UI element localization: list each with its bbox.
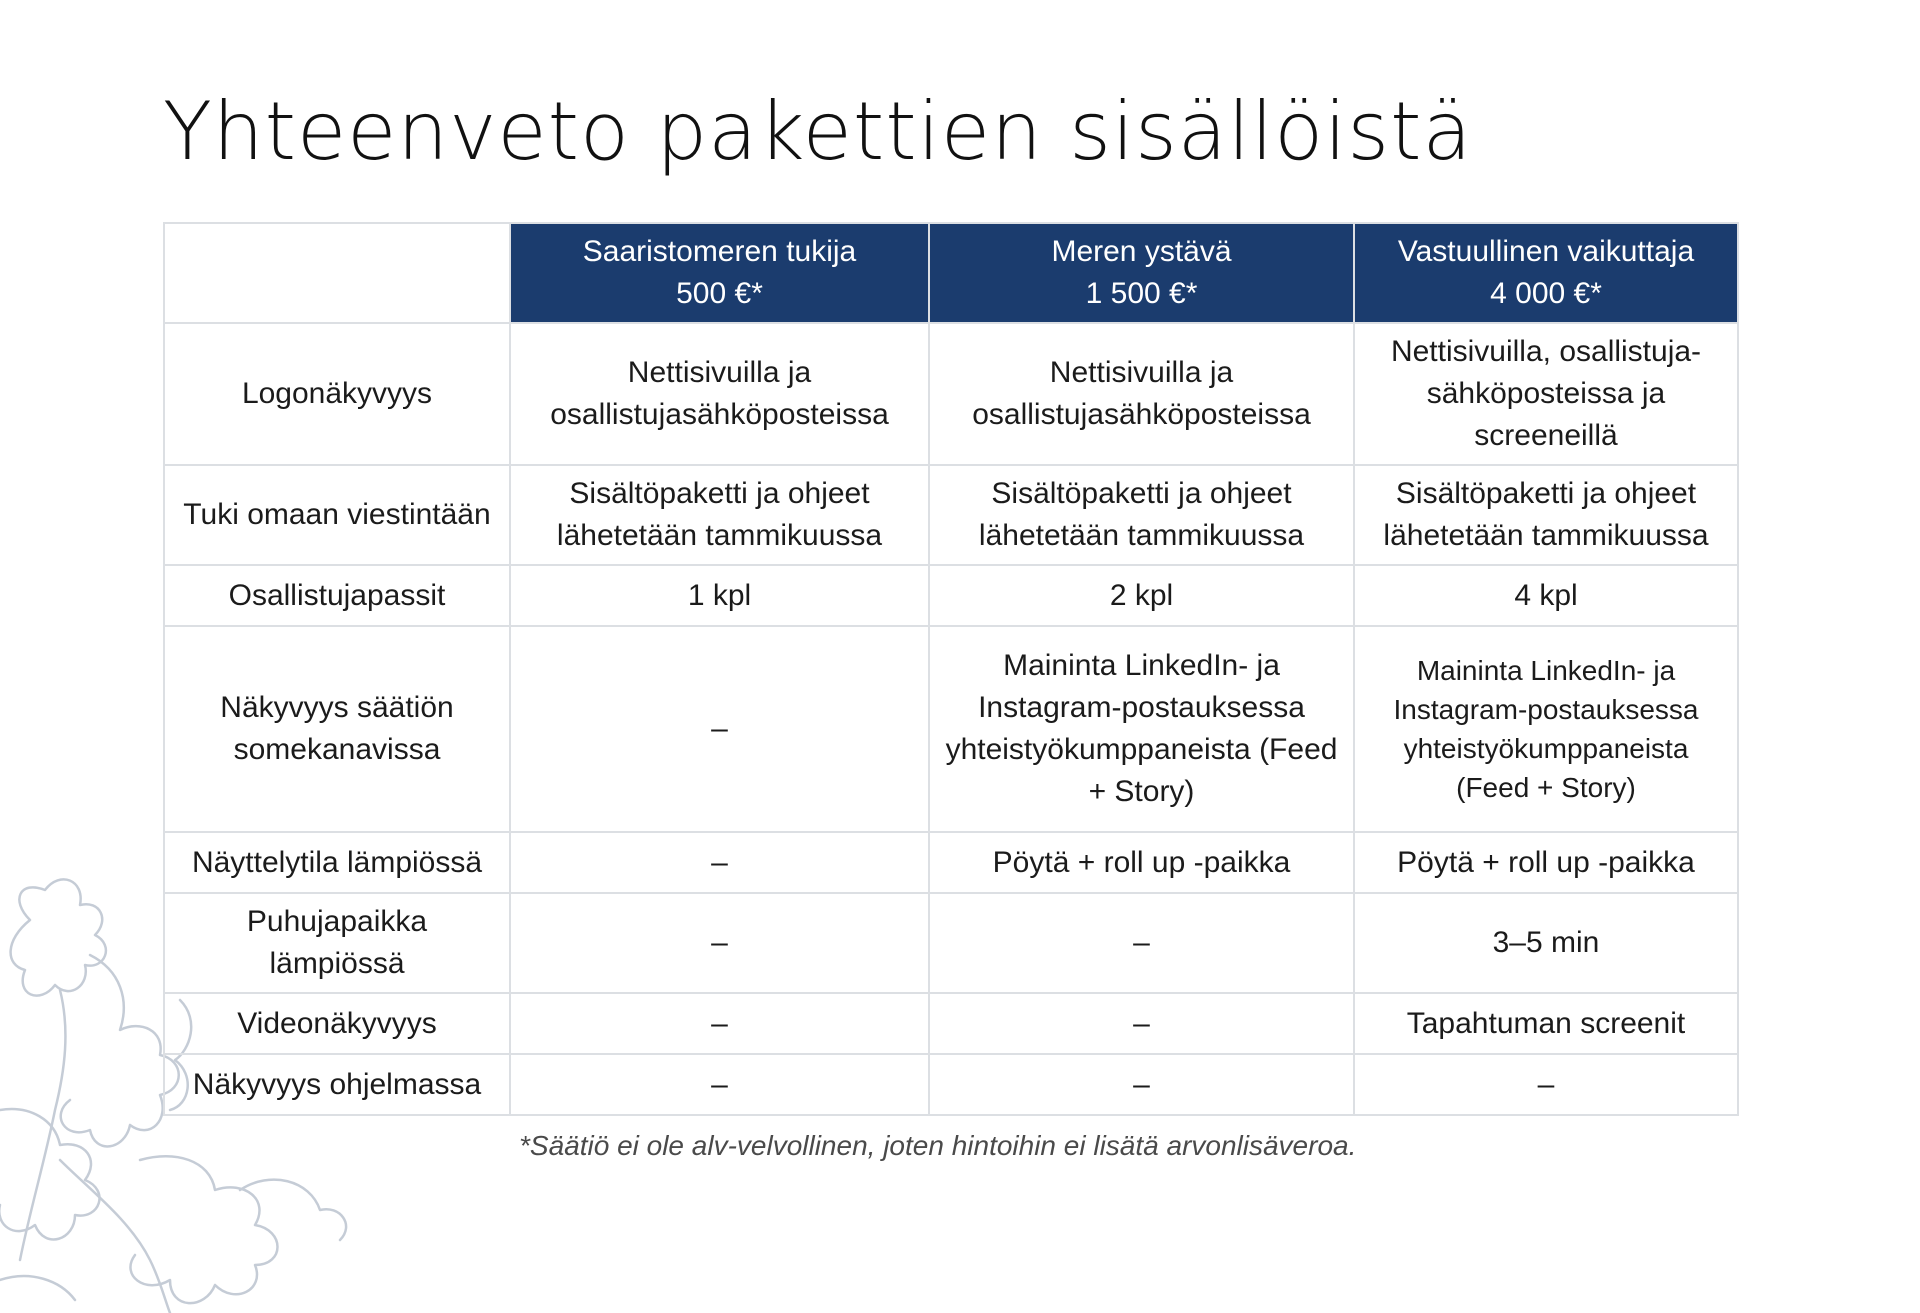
table-cell: – <box>510 1054 929 1115</box>
row-label: Logonäkyvyys <box>164 323 510 465</box>
row-label: Videonäkyvyys <box>164 993 510 1054</box>
table-row <box>164 993 1738 1054</box>
package-comparison-table <box>163 222 1739 1116</box>
package-header-3 <box>1354 223 1738 323</box>
row-label: Osallistujapassit <box>164 565 510 626</box>
table-cell: Tapahtuman screenit <box>1354 993 1738 1054</box>
table-row <box>164 465 1738 565</box>
package-price: 500 €* <box>676 277 763 310</box>
table-row <box>164 323 1738 465</box>
table-row <box>164 1054 1738 1115</box>
table-row <box>164 832 1738 893</box>
table-cell: Pöytä + roll up -paikka <box>1354 832 1738 893</box>
table-cell: Maininta LinkedIn- ja Instagram-postauksessa yhteistyökumppaneista (Feed + Story) <box>929 626 1354 832</box>
table-cell: Maininta LinkedIn- ja Instagram-postauksessa yhteistyökumppaneista (Feed + Story) <box>1354 626 1738 832</box>
table-cell: – <box>510 993 929 1054</box>
package-header-1 <box>510 223 929 323</box>
table-row <box>164 565 1738 626</box>
package-name: Meren ystävä <box>1051 235 1232 268</box>
table-cell: Sisältöpaketti ja ohjeet lähetetään tammikuussa <box>929 465 1354 565</box>
row-label: Puhujapaikka lämpiössä <box>164 893 510 993</box>
page-title: Yhteenveto pakettien sisällöistä <box>163 85 1473 178</box>
table-cell: – <box>1354 1054 1738 1115</box>
table-cell: – <box>510 832 929 893</box>
row-label: Näyttelytila lämpiössä <box>164 832 510 893</box>
table-corner-cell <box>164 223 510 323</box>
table-cell: Nettisivuilla, osallistuja-sähköposteissa ja screeneillä <box>1354 323 1738 465</box>
table-cell: – <box>929 1054 1354 1115</box>
table-cell: – <box>929 993 1354 1054</box>
row-label: Näkyvyys ohjelmassa <box>164 1054 510 1115</box>
table-cell: 4 kpl <box>1354 565 1738 626</box>
table-cell: Pöytä + roll up -paikka <box>929 832 1354 893</box>
package-price: 1 500 €* <box>1085 277 1198 310</box>
row-label: Tuki omaan viestintään <box>164 465 510 565</box>
table-cell: 2 kpl <box>929 565 1354 626</box>
package-name: Saaristomeren tukija <box>582 235 857 268</box>
table-cell: Sisältöpaketti ja ohjeet lähetetään tammikuussa <box>1354 465 1738 565</box>
table-header-row <box>164 223 1738 323</box>
package-price: 4 000 €* <box>1490 277 1602 310</box>
table-cell: – <box>929 893 1354 993</box>
package-name: Vastuullinen vaikuttaja <box>1397 235 1695 268</box>
table-cell: – <box>510 626 929 832</box>
row-label: Näkyvyys säätiön somekanavissa <box>164 626 510 832</box>
table-cell: Nettisivuilla ja osallistujasähköposteissa <box>929 323 1354 465</box>
table-row <box>164 626 1738 832</box>
table-cell: 3–5 min <box>1354 893 1738 993</box>
price-footnote: *Säätiö ei ole alv-velvollinen, joten hintoihin ei lisätä arvonlisäveroa. <box>519 1130 1357 1161</box>
table-cell: – <box>510 893 929 993</box>
table-row <box>164 893 1738 993</box>
table-cell: Sisältöpaketti ja ohjeet lähetetään tammikuussa <box>510 465 929 565</box>
table-cell: 1 kpl <box>510 565 929 626</box>
package-header-2 <box>929 223 1354 323</box>
table-cell: Nettisivuilla ja osallistujasähköposteissa <box>510 323 929 465</box>
